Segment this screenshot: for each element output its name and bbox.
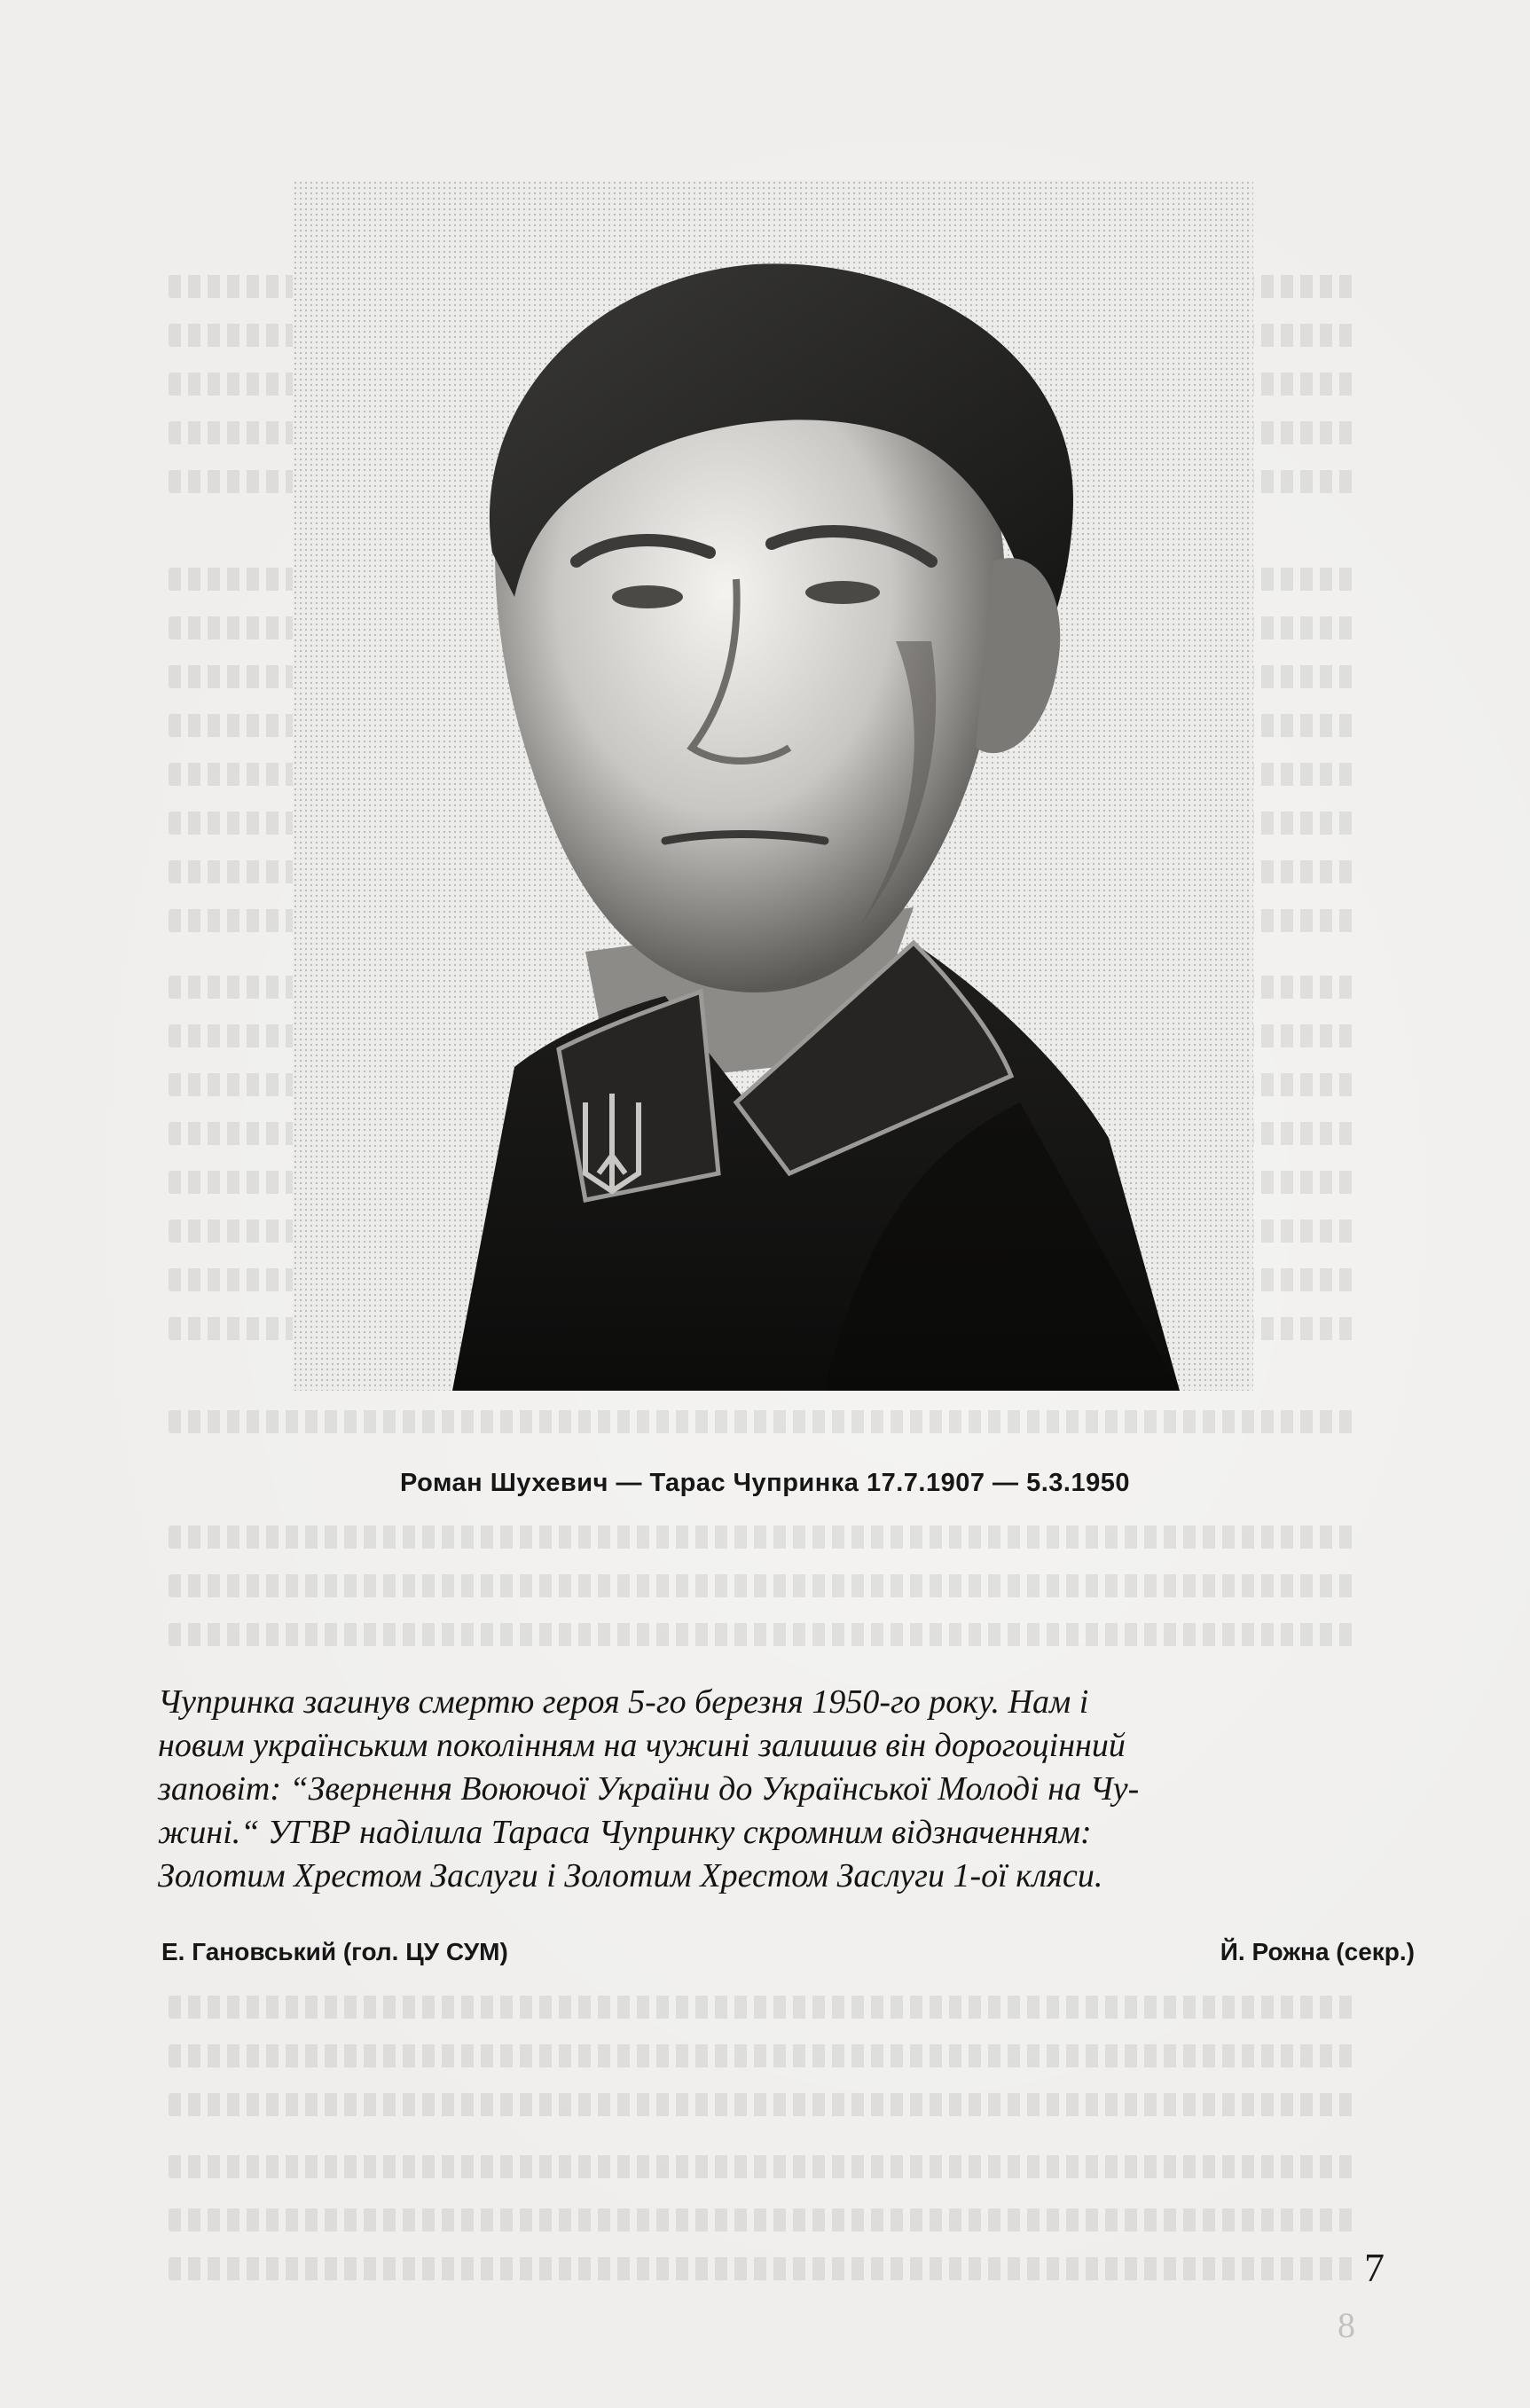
bleed-through-line: [169, 2208, 1357, 2232]
photo-caption: Роман Шухевич — Тарас Чупринка 17.7.1907 — 5.3.1950: [400, 1469, 1130, 1497]
body-line: Чупринка загинув смертю героя 5-го березня 1950-го року. Нам і: [158, 1683, 1089, 1721]
signature-right: Й. Рожна (секр.): [1220, 1938, 1415, 1965]
portrait-photo: [293, 180, 1253, 1391]
body-line: жині.“ УГВР наділила Тараса Чупринку скромним відзначенням:: [158, 1814, 1092, 1851]
bleed-through-line: [169, 2257, 1357, 2280]
bleed-through-line: [169, 1623, 1357, 1646]
bleed-through-line: [169, 1410, 1357, 1433]
page-number: 7: [1364, 2245, 1385, 2290]
bleed-through-line: [169, 1526, 1357, 1549]
bleed-through-line: [169, 1574, 1357, 1597]
body-line: новим українським поколінням на чужині залишив він дорогоцінний: [158, 1727, 1126, 1764]
bleed-through-line: [169, 2155, 1357, 2178]
bleed-through-line: [169, 2093, 1357, 2116]
bleed-through-line: [169, 2044, 1357, 2067]
portrait-image: [293, 180, 1253, 1391]
body-line: Золотим Хрестом Заслуги і Золотим Хрестом Заслуги 1-ої кляси.: [158, 1857, 1103, 1894]
body-line: заповіт: “Звернення Воюючої України до Української Молоді на Чу-: [158, 1770, 1140, 1808]
signature-left: Е. Гановський (гол. ЦУ СУМ): [161, 1938, 508, 1965]
ghost-page-number: 8: [1338, 2305, 1355, 2345]
bleed-through-line: [169, 1996, 1357, 2019]
body-paragraph: [158, 1681, 1408, 1898]
